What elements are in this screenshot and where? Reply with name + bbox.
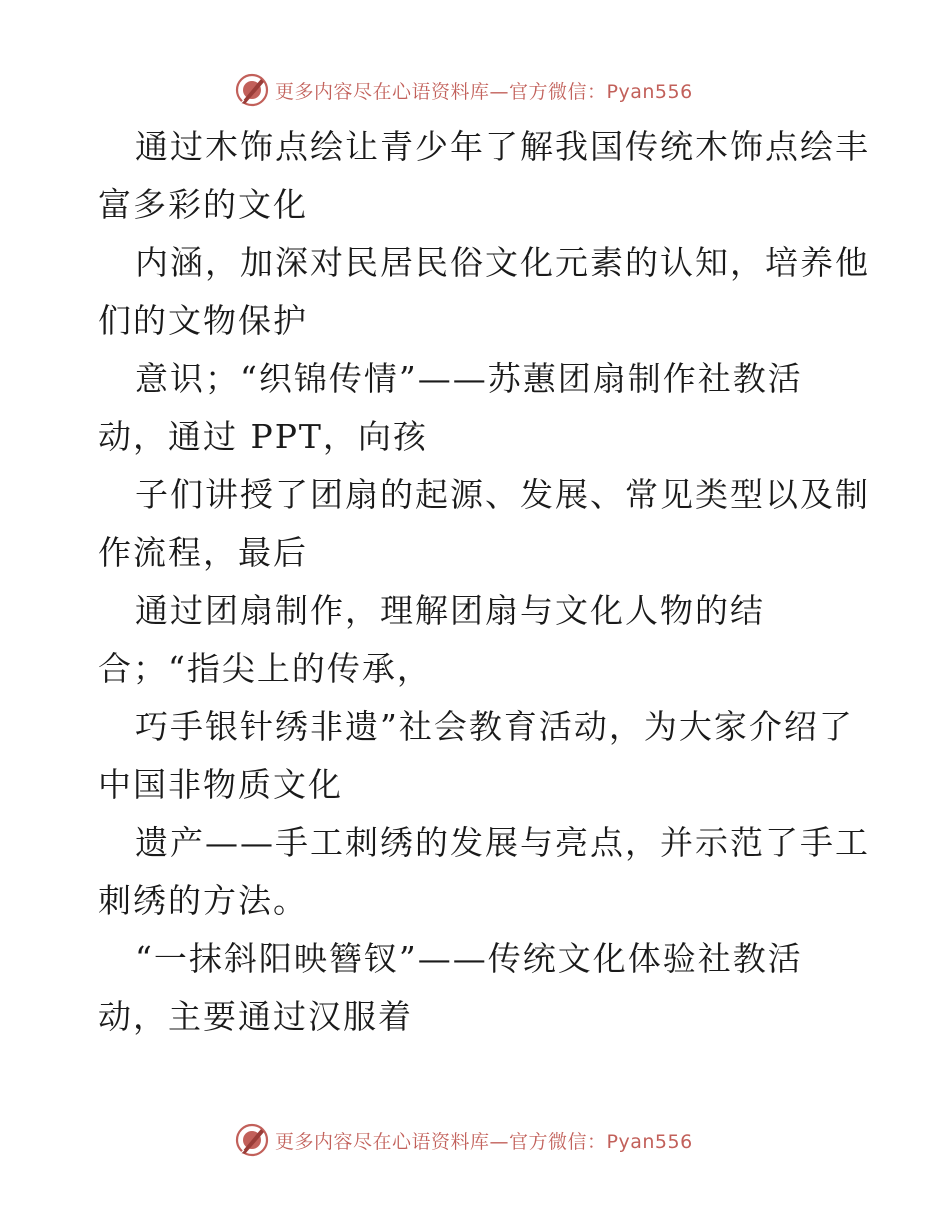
- paragraph-2-line-2: 们的文物保护: [98, 301, 308, 340]
- paragraph-4-line-2: 作流程，最后: [98, 533, 308, 572]
- quill-pen-logo-icon: [235, 73, 269, 107]
- paragraph-6: [98, 698, 858, 814]
- document-body: [98, 118, 870, 1046]
- quill-pen-logo-icon: [235, 1123, 269, 1157]
- paragraph-7-line-2: 刺绣的方法。: [98, 881, 308, 920]
- paragraph-4-line-1: 子们讲授了团扇的起源、发展、常见类型以及制: [135, 475, 870, 514]
- paragraph-6-line-2: 中国非物质文化: [98, 765, 343, 804]
- paragraph-3-line-2: 动，通过 PPT，向孩: [98, 417, 428, 456]
- footer-watermark: [235, 1120, 693, 1160]
- paragraph-3: [98, 350, 858, 466]
- paragraph-6-line-1: 巧手银针绣非遗”社会教育活动，为大家介绍了: [135, 707, 854, 746]
- paragraph-8: [98, 930, 858, 1046]
- paragraph-3-line-1: 意识；“织锦传情”——苏蕙团扇制作社教活: [135, 359, 803, 398]
- paragraph-4: [98, 466, 870, 582]
- paragraph-2: [98, 234, 870, 350]
- watermark-text: 更多内容尽在心语资料库—官方微信：Pyan556: [275, 1130, 693, 1153]
- paragraph-1: [98, 118, 870, 234]
- paragraph-5-line-2: 合；“指尖上的传承，: [98, 649, 432, 688]
- paragraph-8-line-2: 动，主要通过汉服着: [98, 997, 413, 1036]
- paragraph-8-line-1: “一抹斜阳映簪钗”——传统文化体验社教活: [135, 939, 803, 978]
- paragraph-1-line-2: 富多彩的文化: [98, 185, 308, 224]
- paragraph-5-line-1: 通过团扇制作，理解团扇与文化人物的结: [135, 591, 765, 630]
- paragraph-2-line-1: 内涵，加深对民居民俗文化元素的认知，培养他: [135, 243, 870, 282]
- paragraph-1-line-1: 通过木饰点绘让青少年了解我国传统木饰点绘丰: [135, 127, 870, 166]
- paragraph-5: [98, 582, 858, 698]
- paragraph-7: [98, 814, 870, 930]
- watermark-text: 更多内容尽在心语资料库—官方微信：Pyan556: [275, 80, 693, 103]
- header-watermark: [235, 70, 693, 110]
- paragraph-7-line-1: 遗产——手工刺绣的发展与亮点，并示范了手工: [135, 823, 870, 862]
